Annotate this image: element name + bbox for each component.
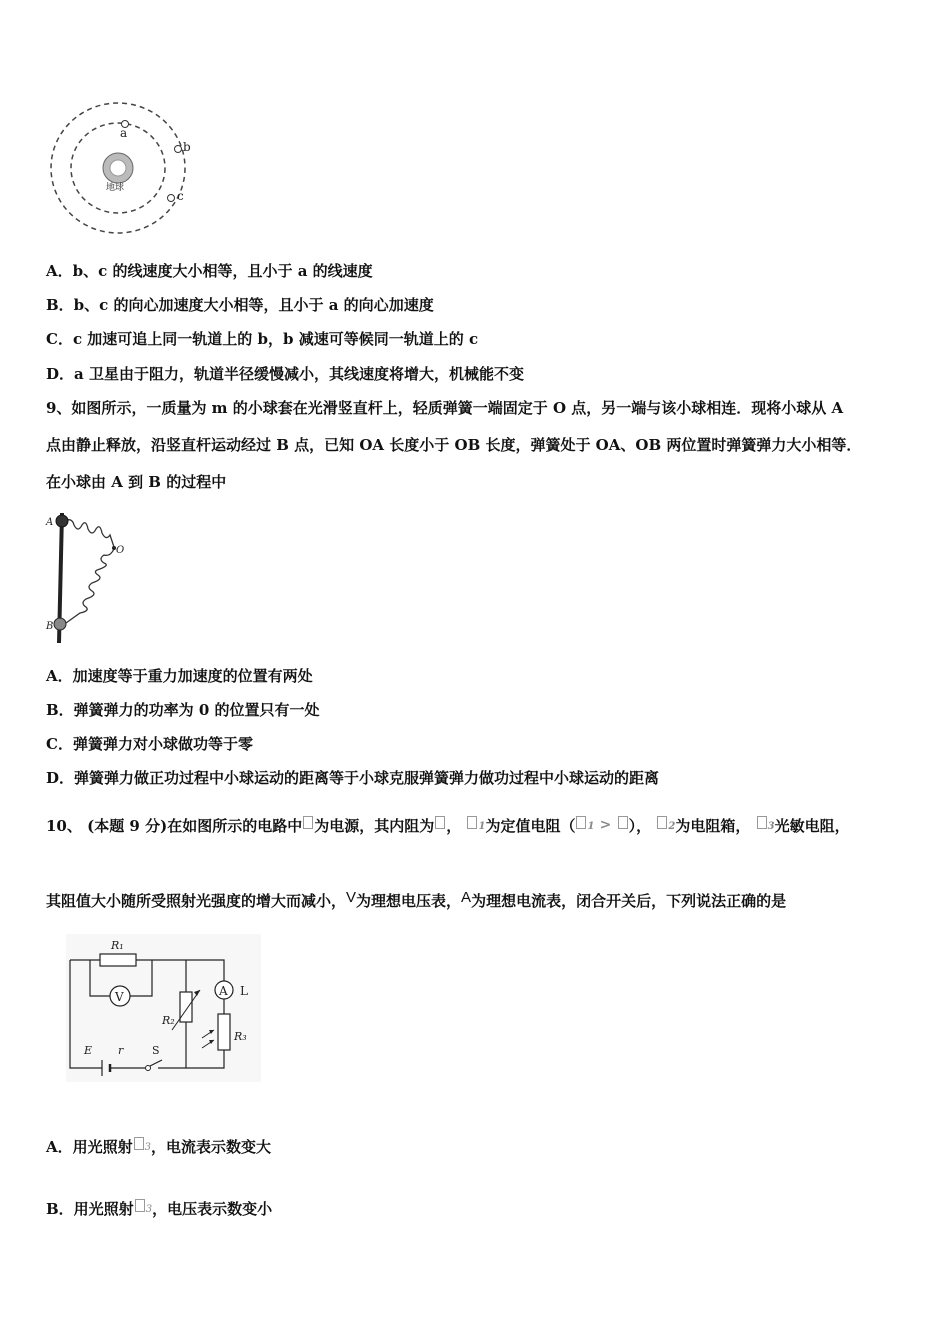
- q10-option-b: B．用光照射 $^3$，电压表示数变小: [46, 1200, 273, 1218]
- ammeter-symbol: A: [461, 889, 472, 906]
- ball-a-icon: [56, 515, 68, 527]
- symbol-placeholder-e: [303, 816, 313, 829]
- resistor-r2: [180, 992, 192, 1022]
- resistor-r1: [100, 954, 136, 966]
- q8-option-a: A．b、c 的线速度大小相等，且小于 a 的线速度: [46, 262, 373, 280]
- q9-option-c: C．弹簧弹力对小球做功等于零: [46, 735, 253, 753]
- q10-points: (本题 9 分): [87, 817, 168, 835]
- r3-label: R₃: [234, 1030, 247, 1043]
- q10-stem-line-2: 其阻值大小随所受照射光强度的增大而减小，V为理想电压表，A为理想电流表，闭合开关后，下列说法正确的是: [46, 889, 787, 910]
- q9-option-a: A．加速度等于重力加速度的位置有两处: [46, 667, 313, 685]
- e-label: E: [84, 1044, 93, 1057]
- point-o-label: O: [116, 545, 125, 556]
- s-label: S: [152, 1044, 160, 1057]
- circuit-figure: [66, 934, 261, 1082]
- symbol-placeholder-r3-b: [135, 1199, 145, 1212]
- lamp-label: L: [240, 984, 248, 998]
- point-a-label: A: [46, 517, 54, 528]
- q9-option-d: D．弹簧弹力做正功过程中小球运动的距离等于小球克服弹簧弹力做功过程中小球运动的距离: [46, 769, 660, 787]
- q9-option-b: B．弹簧弹力的功率为 0 的位置只有一处: [46, 701, 320, 719]
- q8-option-b: B．b、c 的向心加速度大小相等，且小于 a 的向心加速度: [46, 296, 434, 314]
- q8-option-c: C．c 加速可追上同一轨道上的 b，b 减速可等候同一轨道上的 c: [46, 330, 479, 348]
- satellite-c-icon: [168, 195, 175, 202]
- symbol-placeholder-r-b: [618, 816, 628, 829]
- r2-label: R₂: [162, 1014, 175, 1027]
- ammeter-label: A: [219, 984, 228, 998]
- satellite-b-label: b: [183, 140, 191, 154]
- r1-label: R₁: [111, 939, 124, 952]
- q10-number: 10、: [46, 817, 82, 835]
- symbol-placeholder-r2: [657, 816, 667, 829]
- symbol-placeholder-r1: [467, 816, 477, 829]
- earth-label: 地球: [106, 183, 125, 193]
- ball-b-icon: [54, 618, 66, 630]
- symbol-placeholder-r3-a: [134, 1137, 144, 1150]
- symbol-placeholder-r1b: [576, 816, 586, 829]
- symbol-placeholder-r: [435, 816, 445, 829]
- spring-oa: [64, 520, 114, 547]
- symbol-placeholder-r3: [757, 816, 767, 829]
- q9-stem-line-1: 9、如图所示，一质量为 m 的小球套在光滑竖直杆上，轻质弹簧一端固定于 O 点，另一端与该小球相连．现将小球从 A: [46, 399, 844, 417]
- satellite-b-icon: [175, 146, 182, 153]
- spring-figure: [44, 505, 134, 650]
- voltmeter-label: V: [115, 990, 124, 1004]
- satellite-a-label: a: [120, 126, 128, 140]
- q10-option-a: A．用光照射 $^3$，电流表示数变大: [46, 1138, 272, 1156]
- r-label: r: [118, 1044, 124, 1057]
- satellite-c-label: c: [177, 189, 184, 203]
- q9-stem-line-2: 点由静止释放，沿竖直杆运动经过 B 点，已知 OA 长度小于 OB 长度，弹簧处于 OA、OB 两位置时弹簧弹力大小相等．: [46, 436, 862, 454]
- voltmeter-symbol: V: [346, 889, 357, 906]
- orbit-figure: [46, 98, 196, 238]
- spring-ob: [66, 549, 114, 623]
- anchor-o-icon: [112, 546, 116, 550]
- q9-stem-line-3: 在小球由 A 到 B 的过程中: [46, 473, 227, 491]
- q8-option-d: D．a 卫星由于阻力，轨道半径缓慢减小，其线速度将增大，机械能不变: [46, 365, 524, 383]
- resistor-r3: [218, 1014, 230, 1050]
- point-b-label: B: [46, 621, 54, 632]
- q10-stem-line-1: 10、 (本题 9 分)在如图所示的电路中 为电源，其内阻为 ， $^1$为定值电阻（ $^1$ > ）， $^2$为电阻箱， $^3$光敏电阻，: [46, 817, 850, 835]
